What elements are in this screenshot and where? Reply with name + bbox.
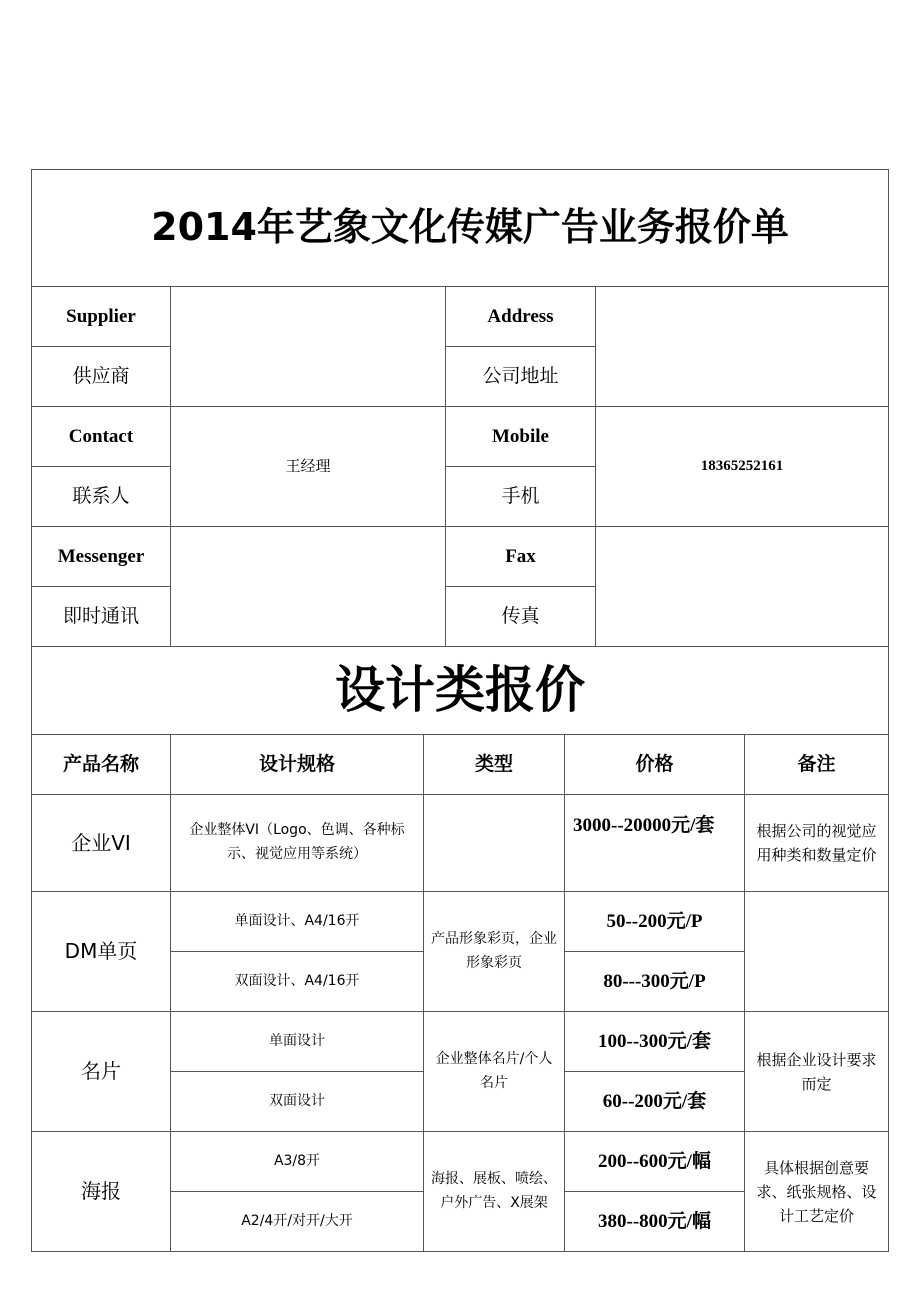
contact-label-en: Contact — [32, 407, 171, 467]
table-row — [32, 1132, 889, 1192]
column-header: 产品名称 — [32, 735, 171, 795]
supplier-label-en: Supplier — [32, 287, 171, 347]
fax-label-en: Fax — [446, 527, 596, 587]
design-spec: 双面设计、A4/16开 — [171, 952, 424, 1012]
document-title: 2014年艺象文化传媒广告业务报价单 — [151, 205, 789, 250]
design-spec: 单面设计 — [171, 1012, 424, 1072]
header-table — [31, 169, 889, 287]
note: 根据公司的视觉应用种类和数量定价 — [745, 795, 889, 892]
messenger-value — [171, 527, 446, 647]
product-type: 产品形象彩页，企业形象彩页 — [424, 892, 565, 1012]
contact-info-table — [31, 286, 889, 647]
note: 具体根据创意要求、纸张规格、设计工艺定价 — [745, 1132, 889, 1252]
design-spec: A3/8开 — [171, 1132, 424, 1192]
column-header: 价格 — [565, 735, 745, 795]
price: 200--600元/幅 — [565, 1132, 745, 1192]
column-header: 备注 — [745, 735, 889, 795]
column-header: 设计规格 — [171, 735, 424, 795]
note — [745, 892, 889, 1012]
address-label-cn: 公司地址 — [446, 347, 596, 407]
product-name: 海报 — [32, 1132, 171, 1252]
design-spec: 企业整体VI（Logo、色调、各种标示、视觉应用等系统） — [171, 795, 424, 892]
contact-value: 王经理 — [171, 407, 446, 527]
product-name: 名片 — [32, 1012, 171, 1132]
product-type: 企业整体名片/个人名片 — [424, 1012, 565, 1132]
address-value — [596, 287, 889, 407]
design-spec: A2/4开/对开/大开 — [171, 1192, 424, 1252]
design-spec: 双面设计 — [171, 1072, 424, 1132]
price: 3000--20000元/套 — [565, 795, 745, 892]
column-header: 类型 — [424, 735, 565, 795]
messenger-label-en: Messenger — [32, 527, 171, 587]
fax-value — [596, 527, 889, 647]
price: 50--200元/P — [565, 892, 745, 952]
supplier-label-cn: 供应商 — [32, 347, 171, 407]
product-name: 企业VI — [32, 795, 171, 892]
pricing-table — [31, 646, 889, 1252]
mobile-label-cn: 手机 — [446, 467, 596, 527]
design-spec: 单面设计、A4/16开 — [171, 892, 424, 952]
fax-label-cn: 传真 — [446, 587, 596, 647]
mobile-value: 18365252161 — [596, 407, 889, 527]
table-row — [32, 1012, 889, 1072]
price: 380--800元/幅 — [565, 1192, 745, 1252]
mobile-label-en: Mobile — [446, 407, 596, 467]
address-label-en: Address — [446, 287, 596, 347]
column-header-row — [32, 735, 889, 795]
price: 100--300元/套 — [565, 1012, 745, 1072]
price: 80---300元/P — [565, 952, 745, 1012]
product-type — [424, 795, 565, 892]
section-title: 设计类报价 — [32, 647, 889, 735]
table-row — [32, 795, 889, 892]
title-cell — [32, 170, 889, 287]
product-type: 海报、展板、喷绘、户外广告、X展架 — [424, 1132, 565, 1252]
table-row — [32, 892, 889, 952]
messenger-label-cn: 即时通讯 — [32, 587, 171, 647]
contact-label-cn: 联系人 — [32, 467, 171, 527]
product-name: DM单页 — [32, 892, 171, 1012]
note: 根据企业设计要求而定 — [745, 1012, 889, 1132]
supplier-value — [171, 287, 446, 407]
price: 60--200元/套 — [565, 1072, 745, 1132]
quotation-sheet — [31, 169, 888, 1252]
